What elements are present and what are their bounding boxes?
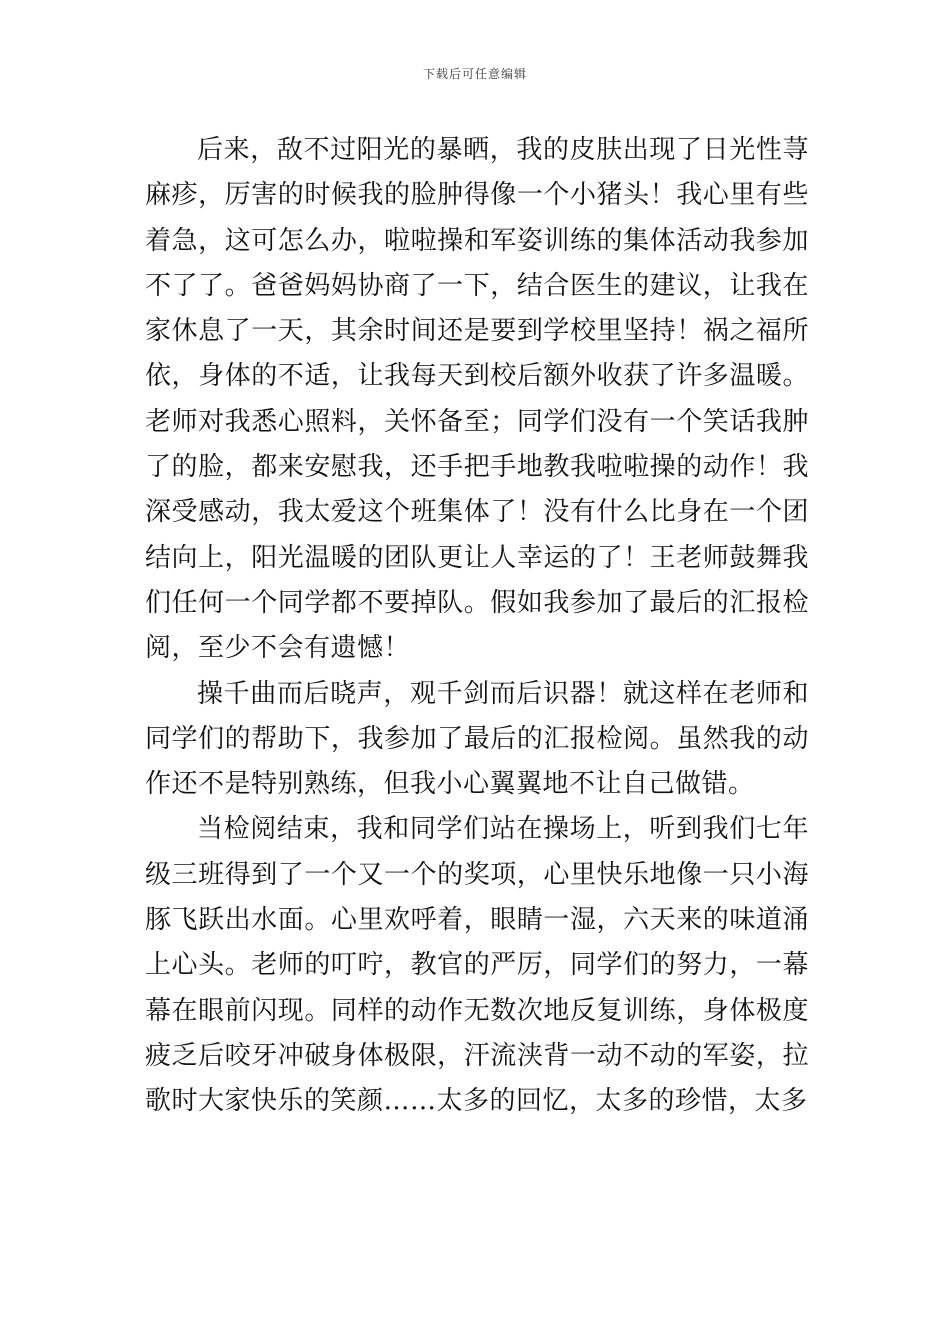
paragraph-1: 后来，敌不过阳光的暴晒，我的皮肤出现了日光性荨麻疹，厉害的时候我的脸肿得像一个小猪头！我心里有些着急，这可怎么办，啦啦操和军姿训练的集体活动我参加不了了。爸爸妈妈协商了一下，结合医生的建议，让我在家休息了一天，其余时间还是要到学校里坚持！祸之福所依，身体的不适，让我每天到校后额外收获了许多温暖。老师对我悉心照料，关怀备至；同学们没有一个笑话我肿了的脸，都来安慰我，还手把手地教我啦啦操的动作！我深受感动，我太爱这个班集体了！没有什么比身在一个团结向上，阳光温暖的团队更让人幸运的了！王老师鼓舞我们任何一个同学都不要掉队。假如我参加了最后的汇报检阅，至少不会有遗憾！ <box>145 135 809 664</box>
paragraph-2: 操千曲而后晓声，观千剑而后识器！就这样在老师和同学们的帮助下，我参加了最后的汇报检阅。虽然我的动作还不是特别熟练，但我小心翼翼地不让自己做错。 <box>145 678 809 800</box>
paragraph-3: 当检阅结束，我和同学们站在操场上，听到我们七年级三班得到了一个又一个的奖项，心里快乐地像一只小海豚飞跃出水面。心里欢呼着，眼睛一湿，六天来的味道涌上心头。老师的叮咛，教官的严厉，同学们的努力，一幕幕在眼前闪现。同样的动作无数次地反复训练，身体极度疲乏后咬牙冲破身体极限，汗流浃背一动不动的军姿，拉歌时大家快乐的笑颜……太多的回忆，太多的珍惜，太多 <box>145 814 809 1117</box>
header-note: 下载后可任意编辑 <box>422 67 527 81</box>
body-text <box>145 128 809 1125</box>
